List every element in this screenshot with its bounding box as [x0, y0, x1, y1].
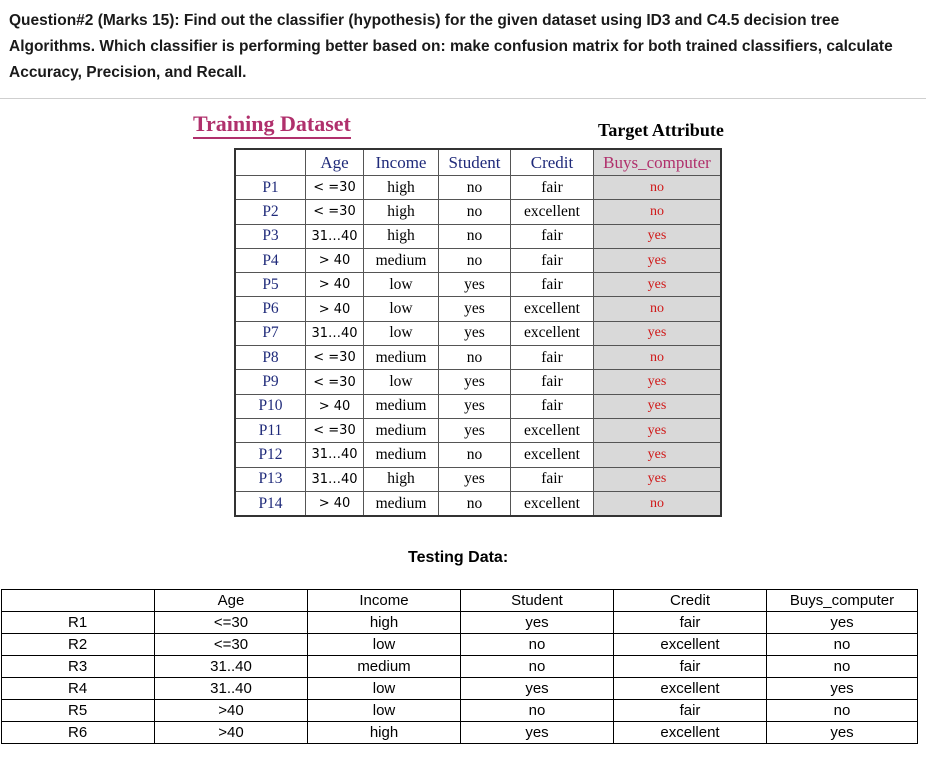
- target-attribute-label: Target Attribute: [598, 120, 724, 140]
- testing-cell-income: high: [308, 722, 461, 744]
- question-divider: [0, 98, 926, 99]
- testing-header-id: [2, 590, 155, 612]
- training-cell-credit: fair: [511, 394, 594, 418]
- testing-cell-student: yes: [461, 678, 614, 700]
- training-cell-credit: excellent: [511, 418, 594, 442]
- training-cell-student: yes: [439, 467, 511, 491]
- training-cell-income: high: [364, 200, 439, 224]
- training-header-id: [235, 149, 306, 176]
- training-dataset-title: Training Dataset: [193, 112, 351, 139]
- testing-cell-credit: fair: [614, 656, 767, 678]
- training-cell-income: high: [364, 176, 439, 200]
- training-cell-age: > 40: [306, 248, 364, 272]
- testing-cell-age: 31..40: [155, 656, 308, 678]
- training-cell-id: P13: [235, 467, 306, 491]
- testing-cell-id: R3: [2, 656, 155, 678]
- testing-cell-credit: excellent: [614, 722, 767, 744]
- testing-row: [2, 634, 918, 656]
- testing-cell-income: high: [308, 612, 461, 634]
- training-cell-age: < =30: [306, 418, 364, 442]
- training-table: [234, 148, 722, 517]
- training-cell-id: P12: [235, 443, 306, 467]
- training-cell-age: > 40: [306, 394, 364, 418]
- testing-cell-buys-computer: yes: [767, 722, 918, 744]
- testing-cell-student: no: [461, 634, 614, 656]
- testing-cell-age: 31..40: [155, 678, 308, 700]
- training-cell-student: yes: [439, 370, 511, 394]
- testing-table: [1, 589, 918, 744]
- training-cell-id: P7: [235, 321, 306, 345]
- training-row: [235, 248, 721, 272]
- question-text: Question#2 (Marks 15): Find out the classifier (hypothesis) for the given dataset using ID3 and C4.5 decision tree Algorithms. Which classifier is performing better based on: make confusion matrix for both trained classifiers, calculate Accuracy, Precision, and Recall.: [9, 12, 893, 81]
- training-cell-id: P1: [235, 176, 306, 200]
- training-cell-id: P8: [235, 346, 306, 370]
- testing-cell-credit: excellent: [614, 678, 767, 700]
- training-cell-income: medium: [364, 491, 439, 516]
- training-row: [235, 297, 721, 321]
- training-cell-age: > 40: [306, 273, 364, 297]
- testing-row: [2, 612, 918, 634]
- training-cell-buys-computer: yes: [594, 394, 722, 418]
- training-cell-buys-computer: no: [594, 346, 722, 370]
- training-header-buys-computer: Buys_computer: [594, 149, 722, 176]
- testing-cell-income: low: [308, 700, 461, 722]
- training-cell-age: < =30: [306, 200, 364, 224]
- training-cell-buys-computer: yes: [594, 248, 722, 272]
- testing-cell-age: >40: [155, 722, 308, 744]
- training-cell-id: P14: [235, 491, 306, 516]
- training-cell-student: no: [439, 224, 511, 248]
- training-cell-buys-computer: no: [594, 491, 722, 516]
- training-cell-income: low: [364, 321, 439, 345]
- training-header-income: Income: [364, 149, 439, 176]
- training-cell-age: 31…40: [306, 321, 364, 345]
- training-cell-credit: fair: [511, 370, 594, 394]
- training-row: [235, 346, 721, 370]
- training-cell-student: no: [439, 491, 511, 516]
- training-cell-student: no: [439, 176, 511, 200]
- training-row: [235, 467, 721, 491]
- testing-row: [2, 678, 918, 700]
- training-cell-student: yes: [439, 297, 511, 321]
- testing-cell-income: low: [308, 634, 461, 656]
- training-cell-student: yes: [439, 273, 511, 297]
- training-header-row: [235, 149, 721, 176]
- training-cell-credit: excellent: [511, 491, 594, 516]
- training-cell-age: > 40: [306, 491, 364, 516]
- training-header-age: Age: [306, 149, 364, 176]
- testing-cell-id: R2: [2, 634, 155, 656]
- testing-row: [2, 722, 918, 744]
- testing-cell-buys-computer: no: [767, 656, 918, 678]
- training-cell-buys-computer: yes: [594, 467, 722, 491]
- training-cell-buys-computer: no: [594, 200, 722, 224]
- training-cell-credit: fair: [511, 176, 594, 200]
- testing-cell-id: R6: [2, 722, 155, 744]
- training-cell-id: P4: [235, 248, 306, 272]
- training-row: [235, 491, 721, 516]
- training-cell-buys-computer: no: [594, 297, 722, 321]
- testing-row: [2, 700, 918, 722]
- training-cell-id: P5: [235, 273, 306, 297]
- testing-cell-age: <=30: [155, 634, 308, 656]
- training-row: [235, 321, 721, 345]
- testing-cell-credit: excellent: [614, 634, 767, 656]
- training-cell-age: > 40: [306, 297, 364, 321]
- training-cell-credit: fair: [511, 467, 594, 491]
- testing-cell-buys-computer: no: [767, 634, 918, 656]
- training-cell-student: no: [439, 248, 511, 272]
- testing-header-student: Student: [461, 590, 614, 612]
- training-cell-age: 31…40: [306, 224, 364, 248]
- testing-cell-buys-computer: no: [767, 700, 918, 722]
- testing-cell-buys-computer: yes: [767, 678, 918, 700]
- training-cell-student: no: [439, 200, 511, 224]
- training-cell-income: medium: [364, 394, 439, 418]
- training-cell-income: medium: [364, 418, 439, 442]
- training-cell-credit: fair: [511, 224, 594, 248]
- training-cell-id: P10: [235, 394, 306, 418]
- training-cell-credit: excellent: [511, 443, 594, 467]
- training-cell-student: yes: [439, 394, 511, 418]
- testing-header-row: [2, 590, 918, 612]
- training-cell-buys-computer: yes: [594, 418, 722, 442]
- testing-cell-student: yes: [461, 722, 614, 744]
- training-row: [235, 176, 721, 200]
- training-cell-student: no: [439, 443, 511, 467]
- training-header-credit: Credit: [511, 149, 594, 176]
- training-cell-income: high: [364, 467, 439, 491]
- testing-header-buys-computer: Buys_computer: [767, 590, 918, 612]
- training-row: [235, 418, 721, 442]
- training-cell-age: < =30: [306, 346, 364, 370]
- training-cell-buys-computer: yes: [594, 273, 722, 297]
- training-cell-id: P9: [235, 370, 306, 394]
- training-cell-age: 31…40: [306, 467, 364, 491]
- testing-cell-student: no: [461, 656, 614, 678]
- training-cell-credit: fair: [511, 248, 594, 272]
- training-cell-student: yes: [439, 418, 511, 442]
- training-cell-buys-computer: yes: [594, 443, 722, 467]
- training-cell-age: < =30: [306, 176, 364, 200]
- training-cell-credit: excellent: [511, 297, 594, 321]
- training-row: [235, 224, 721, 248]
- training-row: [235, 200, 721, 224]
- testing-cell-id: R1: [2, 612, 155, 634]
- testing-cell-income: low: [308, 678, 461, 700]
- training-cell-buys-computer: yes: [594, 321, 722, 345]
- training-cell-credit: fair: [511, 273, 594, 297]
- testing-data-title: Testing Data:: [408, 549, 509, 566]
- training-cell-credit: excellent: [511, 321, 594, 345]
- training-row: [235, 370, 721, 394]
- testing-cell-buys-computer: yes: [767, 612, 918, 634]
- training-cell-credit: fair: [511, 346, 594, 370]
- training-cell-buys-computer: no: [594, 176, 722, 200]
- training-cell-credit: excellent: [511, 200, 594, 224]
- training-row: [235, 273, 721, 297]
- testing-cell-credit: fair: [614, 700, 767, 722]
- training-cell-id: P11: [235, 418, 306, 442]
- testing-cell-id: R4: [2, 678, 155, 700]
- training-cell-income: medium: [364, 443, 439, 467]
- testing-cell-student: no: [461, 700, 614, 722]
- training-cell-student: no: [439, 346, 511, 370]
- testing-header-age: Age: [155, 590, 308, 612]
- training-cell-student: yes: [439, 321, 511, 345]
- training-cell-id: P3: [235, 224, 306, 248]
- training-cell-income: low: [364, 297, 439, 321]
- training-header-student: Student: [439, 149, 511, 176]
- training-cell-income: low: [364, 273, 439, 297]
- training-cell-age: < =30: [306, 370, 364, 394]
- training-cell-buys-computer: yes: [594, 370, 722, 394]
- training-cell-buys-computer: yes: [594, 224, 722, 248]
- testing-cell-id: R5: [2, 700, 155, 722]
- testing-row: [2, 656, 918, 678]
- training-cell-income: medium: [364, 248, 439, 272]
- training-cell-income: high: [364, 224, 439, 248]
- training-cell-age: 31…40: [306, 443, 364, 467]
- training-cell-id: P6: [235, 297, 306, 321]
- testing-cell-age: <=30: [155, 612, 308, 634]
- training-row: [235, 443, 721, 467]
- testing-cell-income: medium: [308, 656, 461, 678]
- training-cell-id: P2: [235, 200, 306, 224]
- training-cell-income: medium: [364, 346, 439, 370]
- testing-cell-credit: fair: [614, 612, 767, 634]
- training-row: [235, 394, 721, 418]
- training-cell-income: low: [364, 370, 439, 394]
- testing-header-credit: Credit: [614, 590, 767, 612]
- testing-header-income: Income: [308, 590, 461, 612]
- testing-cell-student: yes: [461, 612, 614, 634]
- testing-cell-age: >40: [155, 700, 308, 722]
